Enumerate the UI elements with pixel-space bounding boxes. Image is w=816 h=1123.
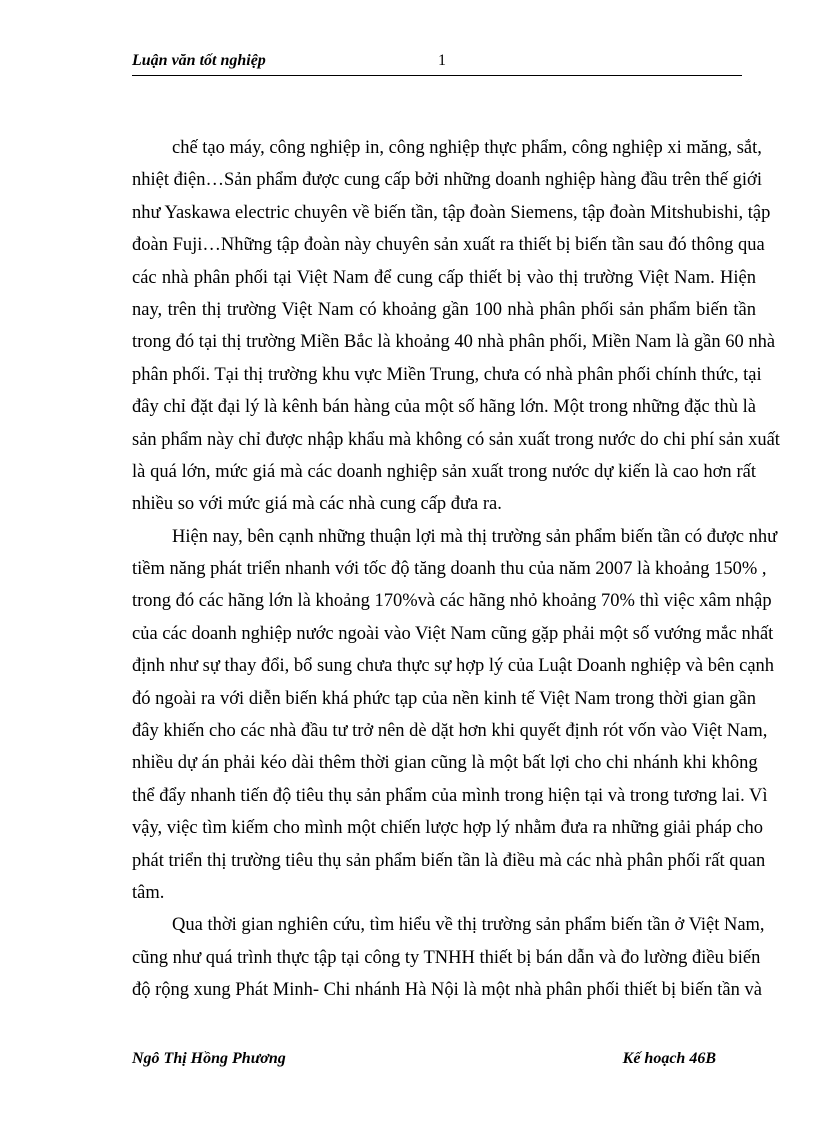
text-line: thể đẩy nhanh tiến độ tiêu thụ sản phẩm của mình trong hiện tại và trong tương lai. Vì xyxy=(132,785,768,806)
text-line: phân phối. Tại thị trường khu vực Miền Trung, chưa có nhà phân phối chính thức, tại xyxy=(132,364,762,385)
text-line: tâm. xyxy=(132,882,165,903)
header-divider xyxy=(132,75,742,76)
class-name: Kế hoạch 46B xyxy=(622,1050,716,1067)
text-line: vậy, việc tìm kiếm cho mình một chiến lược hợp lý nhằm đưa ra những giải pháp cho xyxy=(132,818,764,839)
text-line: như Yaskawa electric chuyên về biến tần, tập đoàn Siemens, tập đoàn Mitshubishi, tập xyxy=(132,202,771,223)
text-line: đây khiến cho các nhà đầu tư trở nên dè dặt hơn khi quyết định rót vốn vào Việt Nam, xyxy=(132,721,768,742)
text-line: trong đó các hãng lớn là khoảng 170%và các hãng nhỏ khoảng 70% thì việc xâm nhập xyxy=(132,591,772,612)
body-text xyxy=(132,132,780,1007)
text-line: định như sự thay đổi, bổ sung chưa thực sự hợp lý của Luật Doanh nghiệp và bên cạnh xyxy=(132,656,775,677)
text-line: độ rộng xung Phát Minh- Chi nhánh Hà Nội là một nhà phân phối thiết bị biến tần và xyxy=(132,980,762,1001)
text-line: nhiệt điện…Sản phẩm được cung cấp bởi những doanh nghiệp hàng đầu trên thế giới xyxy=(132,170,762,191)
text-line: phát triển thị trường tiêu thụ sản phẩm biến tần là điều mà các nhà phân phối rất quan xyxy=(132,850,766,871)
text-line: đó ngoài ra với diễn biến khá phức tạp của nền kinh tế Việt Nam trong thời gian gần xyxy=(132,688,756,709)
author-name: Ngô Thị Hồng Phương xyxy=(132,1050,286,1067)
text-line: các nhà phân phối tại Việt Nam để cung cấp thiết bị vào thị trường Việt Nam. Hiện xyxy=(132,267,756,288)
text-line: tiềm năng phát triển nhanh với tốc độ tăng doanh thu của năm 2007 là khoảng 150% , xyxy=(132,559,767,580)
text-line: đây chỉ đặt đại lý là kênh bán hàng của một số hãng lớn. Một trong những đặc thù là xyxy=(132,397,757,418)
text-line: là quá lớn, mức giá mà các doanh nghiệp sản xuất trong nước dự kiến là cao hơn rất xyxy=(132,461,756,482)
text-line: trong đó tại thị trường Miền Bắc là khoảng 40 nhà phân phối, Miền Nam là gần 60 nhà xyxy=(132,332,776,353)
text-line: nhiều so với mức giá mà các nhà cung cấp đưa ra. xyxy=(132,494,502,515)
page-header xyxy=(132,50,742,74)
page-footer xyxy=(132,1050,716,1074)
text-line: Qua thời gian nghiên cứu, tìm hiểu về thị trường sản phẩm biến tần ở Việt Nam, xyxy=(172,915,765,936)
text-line: chế tạo máy, công nghiệp in, công nghiệp thực phẩm, công nghiệp xi măng, sắt, xyxy=(172,138,762,158)
text-line: của các doanh nghiệp nước ngoài vào Việt Nam cũng gặp phải một số vướng mắc nhất xyxy=(132,623,774,644)
text-line: đoàn Fuji…Những tập đoàn này chuyên sản xuất ra thiết bị biến tần sau đó thông qua xyxy=(132,235,765,256)
page-number: 1 xyxy=(438,52,446,69)
text-line: Hiện nay, bên cạnh những thuận lợi mà thị trường sản phẩm biến tần có được như xyxy=(172,526,778,547)
document-title: Luận văn tốt nghiệp xyxy=(132,52,266,69)
text-line: sản phẩm này chỉ được nhập khẩu mà không có sản xuất trong nước do chi phí sản xuất xyxy=(132,429,780,450)
text-line: nay, trên thị trường Việt Nam có khoảng gần 100 nhà phân phối sản phẩm biến tần xyxy=(132,299,756,320)
text-line: nhiều dự án phải kéo dài thêm thời gian cũng là một bất lợi cho chi nhánh khi không xyxy=(132,753,758,774)
text-line: cũng như quá trình thực tập tại công ty TNHH thiết bị bán dẫn và đo lường điều biến xyxy=(132,947,761,968)
